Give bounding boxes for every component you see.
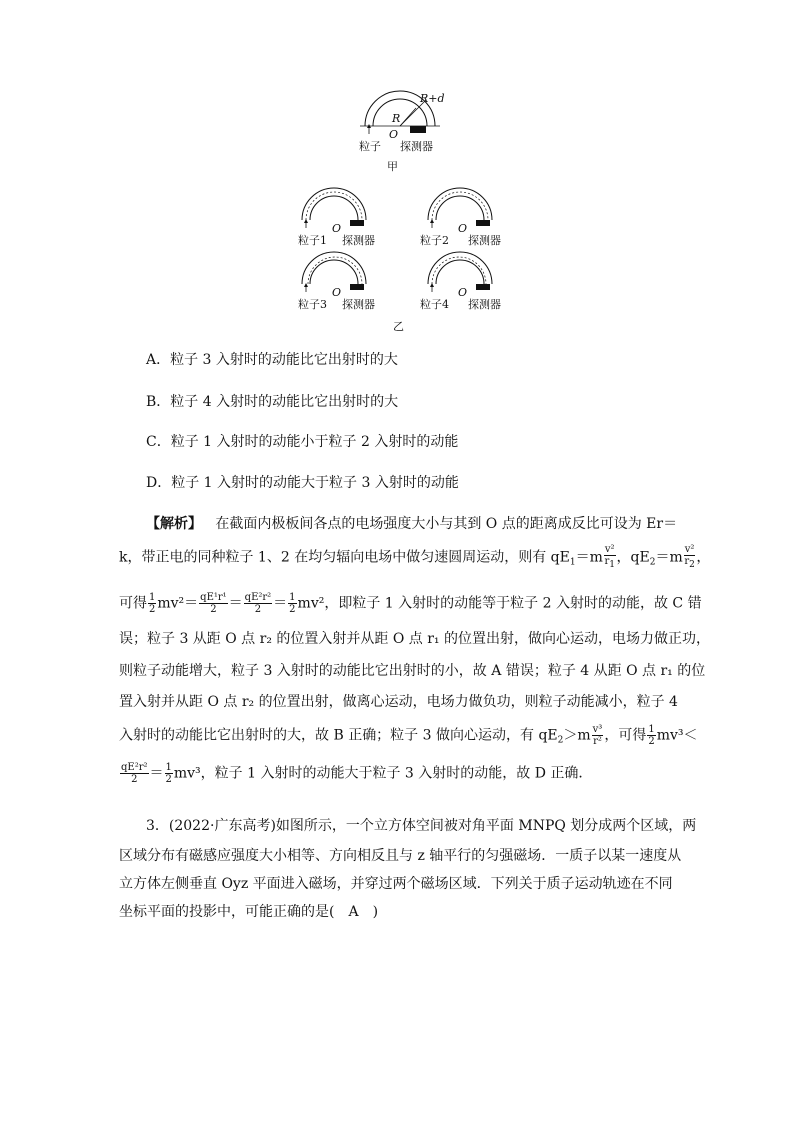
option-d[interactable]: D．粒子 1 入射时的动能大于粒子 3 入射时的动能 [146,475,459,491]
analysis-line-8: $\frac{\text{qE²r²}}{2}$ ＝ $\frac{1}{2}$ mv³，粒子 1 入射时的动能大于粒子 3 入射时的动能，故 D 正确． [121,762,593,785]
caption-jia: 甲 [387,160,398,173]
panel-1-o: O [332,222,342,235]
panel-3-drawing [292,254,392,294]
question3-line-4: 坐标平面的投影中，可能正确的是( A ) [119,904,379,920]
question3-line-2: 区域分布有磁感应强度大小相等、方向相反且与 z 轴平行的匀强磁场．一质子以某一速度从 [119,848,682,864]
question3-line-3: 立方体左侧垂直 Oyz 平面进入磁场，并穿过两个磁场区域．下列关于质子运动轨迹在不同 [119,876,673,892]
panel-1-particle: 粒子1 [298,234,327,247]
figure-yi-panel-2 [418,190,518,250]
panel-1-detector: 探测器 [342,234,375,247]
panel-2-particle: 粒子2 [420,234,449,247]
analysis-line-1 [146,514,677,534]
figure-jia [340,88,460,178]
label-o: O [389,128,399,141]
panel-1-drawing [292,190,392,230]
panel-3-particle: 粒子3 [298,298,327,311]
analysis-line-2: k，带正电的同种粒子 1、2 在均匀辐向电场中做匀速圆周运动，则有 $qE_1=m$ $\frac{\text{v²}}{r1}$ ，$qE_2=m$ $\frac{\text{v²}}{r2}$ ， [119,544,711,570]
option-b[interactable]: B．粒子 4 入射时的动能比它出射时的大 [146,394,399,410]
panel-2-detector: 探测器 [468,234,501,247]
figure-yi-panel-4 [418,254,518,314]
label-r: R [392,112,401,125]
panel-4-particle: 粒子4 [420,298,449,311]
caption-yi: 乙 [393,320,404,333]
question3-line-1: 3．(2022·广东高考)如图所示，一个立方体空间被对角平面 MNPQ 划分成两个区域，两 [146,818,697,834]
panel-2-o: O [458,222,468,235]
analysis-line-5: 则粒子动能增大，粒子 3 入射时的动能比它出射时的小，故 A 错误；粒子 4 从距 O 点 r₁ 的位 [119,663,706,679]
option-a[interactable]: A．粒子 3 入射时的动能比它出射时的大 [146,352,398,368]
panel-2-drawing [418,190,518,230]
figure-yi-panel-1 [292,190,392,250]
option-c[interactable]: C．粒子 1 入射时的动能小于粒子 2 入射时的动能 [146,434,459,450]
analysis-line-7: 入射时的动能比它出射时的大，故 B 正确；粒子 3 做向心运动，有 $qE_2>m$ $\frac{\text{v³}}{\text{r²}}$ ，可得 $\frac{1}{2}$ mv³＜ [119,724,698,747]
analysis-text-1: 在截面内极板间各点的电场强度大小与其到 O 点的距离成反比可设为 Er＝ [215,516,678,532]
panel-4-drawing [418,254,518,294]
label-r-plus-d: R+d [420,92,445,105]
panel-3-detector: 探测器 [342,298,375,311]
panel-4-o: O [458,286,468,299]
analysis-line-6: 置入射并从距 O 点 r₂ 的位置出射，做离心运动，电场力做负功，则粒子动能减小，粒子 4 [119,694,678,710]
analysis-line-3: 可得 $\frac{1}{2}$ mv²＝ $\frac{\text{qE¹r¹}}{2}$ ＝ $\frac{\text{qE²r²}}{2}$ ＝ $\frac{1}{2}$ mv²，即粒子 1 入射时的动能等于粒子 2 入射时的动能，故 C 错 [119,592,702,615]
panel-4-detector: 探测器 [468,298,501,311]
panel-3-o: O [332,286,342,299]
analysis-line-4: 误；粒子 3 从距 O 点 r₂ 的位置入射并从距 O 点 r₁ 的位置出射，做向心运动，电场力做正功， [119,631,710,647]
label-particle: 粒子 [359,140,381,153]
label-detector: 探测器 [400,140,433,153]
figure-yi-panel-3 [292,254,392,314]
analysis-tag: 【解析】 [146,516,202,532]
